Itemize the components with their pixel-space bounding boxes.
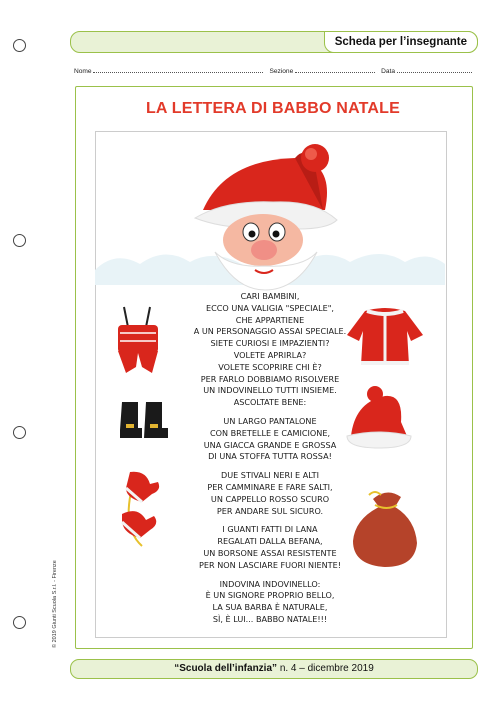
section-label: Sezione — [269, 68, 294, 75]
page-title: LA LETTERA DI BABBO NATALE — [145, 100, 401, 117]
magazine-name: “Scuola dell’infanzia” — [174, 663, 278, 674]
date-label: Data — [381, 68, 396, 75]
binder-hole — [13, 39, 26, 52]
footer-bar — [70, 659, 478, 679]
poem-stanza: I GUANTI FATTI DI LANA REGALATI DALLA BEFANA, UN BORSONE ASSAI RESISTENTE PER NON LASCIARE FUORI NIENTE! — [199, 524, 341, 570]
poem — [170, 291, 370, 633]
poem-stanza: CARI BAMBINI, ECCO UNA VALIGIA "SPECIALE", CHE APPARTIENE A UN PERSONAGGIO ASSAI SPECIALE. SIETE CURIOSI E IMPAZIENTI? VOLETE APRIRLA? VOLETE SCOPRIRE CHI È? PER FARLO DOBBIAMO RISOLVERE UN INDOVINELLO TUTTI INSIEME. ASCOLTATE BENE: — [193, 291, 347, 408]
poem-stanza: INDOVINA INDOVINELLO: È UN SIGNORE PROPRIO BELLO, LA SUA BARBA È NATURALE, SÌ, È LUI... BABBO NATALE!!! — [205, 578, 335, 624]
name-field[interactable] — [74, 66, 263, 75]
trousers-illustration — [112, 305, 167, 375]
student-fields — [74, 66, 474, 75]
binder-hole — [13, 426, 26, 439]
section-field[interactable] — [269, 66, 375, 75]
binder-hole — [13, 234, 26, 247]
poem-stanza: DUE STIVALI NERI E ALTI PER CAMMINARE E FARE SALTI, UN CAPPELLO ROSSO SCURO PER ANDARE SUL SICURO. — [207, 470, 333, 516]
date-field[interactable] — [381, 66, 472, 75]
header-tag: Scheda per l’insegnante — [324, 31, 478, 53]
issue-info: n. 4 – dicembre 2019 — [279, 663, 374, 674]
santa-face-illustration — [185, 140, 350, 300]
copyright-note: © 2019 Giunti Scuola S.r.l. - Firenze — [52, 560, 58, 648]
mittens-illustration — [112, 468, 172, 548]
header-bar — [70, 31, 478, 53]
name-label: Nome — [74, 68, 92, 75]
binder-hole — [13, 616, 26, 629]
poem-stanza: UN LARGO PANTALONE CON BRETELLE E CAMICIONE, UNA GIACCA GRANDE E GROSSA DI UNA STOFFA TUTTA ROSSA! — [203, 415, 337, 462]
boots-illustration — [118, 400, 170, 442]
